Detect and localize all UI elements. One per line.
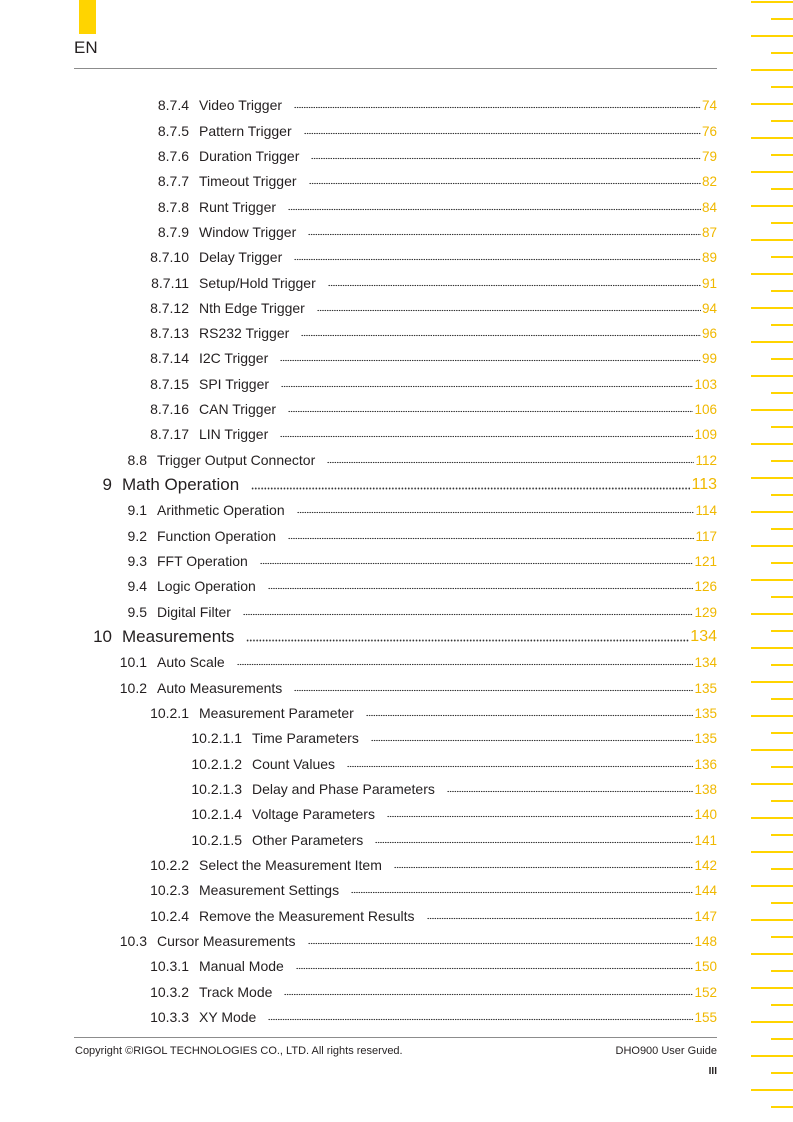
toc-entry[interactable] xyxy=(119,244,717,264)
toc-number: 8.7.11 xyxy=(151,275,189,291)
ruler-tick xyxy=(771,18,793,20)
toc-page-number[interactable]: 121 xyxy=(694,553,717,569)
toc-leader-dots xyxy=(284,993,693,996)
toc-leader-dots xyxy=(327,461,694,464)
toc-number: 9.4 xyxy=(127,578,147,594)
ruler-tick xyxy=(751,443,793,445)
toc-entry[interactable] xyxy=(119,143,717,163)
toc-entry[interactable] xyxy=(77,928,717,948)
toc-leader-dots xyxy=(294,689,693,692)
toc-number: 8.7.9 xyxy=(157,224,189,240)
toc-entry[interactable] xyxy=(172,751,717,771)
ruler-tick xyxy=(771,494,793,496)
toc-leader-dots xyxy=(294,106,701,109)
toc-title[interactable]: Track Mode xyxy=(199,984,273,1000)
ruler-tick xyxy=(751,647,793,649)
toc-page-number[interactable]: 135 xyxy=(694,680,717,696)
toc-page-number[interactable]: 140 xyxy=(694,806,717,822)
ruler-tick xyxy=(751,613,793,615)
toc-title[interactable]: Video Trigger xyxy=(199,97,283,113)
toc-number: 8.7.13 xyxy=(150,325,189,341)
toc-entry[interactable] xyxy=(119,320,717,340)
toc-page-number[interactable]: 82 xyxy=(701,173,717,189)
toc-page-number[interactable]: 112 xyxy=(695,452,717,468)
ruler-tick xyxy=(751,409,793,411)
toc-title[interactable]: Remove the Measurement Results xyxy=(199,908,415,924)
toc-number: 8.7.8 xyxy=(157,199,189,215)
toc-title[interactable]: Delay and Phase Parameters xyxy=(252,781,435,797)
toc-page-number[interactable]: 103 xyxy=(694,376,717,392)
ruler-tick xyxy=(751,545,793,547)
toc-entry[interactable] xyxy=(172,725,717,745)
ruler-tick xyxy=(771,698,793,700)
toc-title[interactable]: Delay Trigger xyxy=(199,249,283,265)
ruler-tick xyxy=(751,715,793,717)
toc-title[interactable]: Voltage Parameters xyxy=(252,806,375,822)
toc-number: 8.7.14 xyxy=(150,350,189,366)
toc-title[interactable]: Measurement Settings xyxy=(199,882,340,898)
toc-page-number[interactable]: 136 xyxy=(694,756,717,772)
ruler-tick xyxy=(771,392,793,394)
toc-title[interactable]: Select the Measurement Item xyxy=(199,857,382,873)
ruler-tick xyxy=(771,1038,793,1040)
ruler-tick xyxy=(751,103,793,105)
toc-number: 10 xyxy=(93,627,112,646)
toc-page-number[interactable]: 99 xyxy=(701,350,717,366)
ruler-tick xyxy=(771,256,793,258)
toc-title[interactable]: Window Trigger xyxy=(199,224,297,240)
toc-title[interactable]: Nth Edge Trigger xyxy=(199,300,305,316)
toc-leader-dots xyxy=(288,208,701,211)
ruler-tick xyxy=(751,273,793,275)
toc-entry[interactable] xyxy=(119,396,717,416)
ruler-tick xyxy=(771,460,793,462)
toc-title[interactable]: CAN Trigger xyxy=(199,401,277,417)
toc-number: 9.3 xyxy=(127,553,147,569)
toc-leader-dots xyxy=(308,233,701,236)
toc-entry[interactable] xyxy=(119,1004,717,1024)
toc-title[interactable]: Trigger Output Connector xyxy=(157,452,316,468)
toc-page-number[interactable]: 135 xyxy=(694,705,717,721)
ruler-tick xyxy=(751,919,793,921)
ruler-tick xyxy=(771,562,793,564)
toc-number: 8.7.12 xyxy=(150,300,189,316)
toc-title[interactable]: Auto Measurements xyxy=(157,680,283,696)
toc-entry[interactable] xyxy=(119,421,717,441)
ruler-tick xyxy=(771,970,793,972)
ruler-tick xyxy=(751,511,793,513)
toc-page-number[interactable]: 155 xyxy=(694,1009,717,1025)
toc-page-number[interactable]: 74 xyxy=(701,97,717,113)
toc-entry[interactable] xyxy=(77,649,717,669)
ruler-tick xyxy=(751,817,793,819)
toc-page-number[interactable]: 91 xyxy=(701,275,717,291)
toc-entry[interactable] xyxy=(119,295,717,315)
toc-number: 10.2 xyxy=(119,680,147,696)
toc-page-number[interactable]: 109 xyxy=(694,426,717,442)
toc-leader-dots xyxy=(351,891,693,894)
toc-page-number[interactable]: 135 xyxy=(694,730,717,746)
toc-number: 8.7.4 xyxy=(157,97,189,113)
toc-entry[interactable] xyxy=(77,675,717,695)
toc-number: 9.2 xyxy=(127,528,147,544)
toc-entry[interactable] xyxy=(119,877,717,897)
ruler-tick xyxy=(751,205,793,207)
ruler-tick xyxy=(771,290,793,292)
toc-page-number[interactable]: 79 xyxy=(701,148,717,164)
toc-leader-dots xyxy=(280,359,701,362)
ruler-tick xyxy=(751,1089,793,1091)
toc-leader-dots xyxy=(328,284,701,287)
toc-entry[interactable] xyxy=(119,194,717,214)
guide-title: DHO900 User Guide xyxy=(615,1045,717,1057)
page-number: III xyxy=(708,1066,717,1077)
toc-number: 10.2.1.4 xyxy=(191,806,242,822)
ruler-tick xyxy=(771,120,793,122)
toc-entry[interactable] xyxy=(77,447,717,467)
toc-page-number[interactable]: 76 xyxy=(701,123,717,139)
toc-entry[interactable] xyxy=(172,801,717,821)
toc-leader-dots xyxy=(268,587,694,590)
toc-title[interactable]: Timeout Trigger xyxy=(199,173,297,189)
toc-page-number[interactable]: 113 xyxy=(691,476,717,493)
copyright-notice: Copyright ©RIGOL TECHNOLOGIES CO., LTD. All rights reserved. xyxy=(75,1045,403,1057)
toc-page-number[interactable]: 89 xyxy=(701,249,717,265)
toc-leader-dots xyxy=(366,714,694,717)
toc-leader-dots xyxy=(296,967,694,970)
ruler-tick xyxy=(751,1021,793,1023)
toc-number: 10.2.1.2 xyxy=(191,756,242,772)
toc-number: 9 xyxy=(102,475,112,494)
toc-leader-dots xyxy=(280,435,693,438)
ruler-tick xyxy=(771,834,793,836)
footer-rule xyxy=(74,1037,717,1038)
toc-number: 8.7.17 xyxy=(150,426,189,442)
ruler-tick xyxy=(751,239,793,241)
toc-leader-dots xyxy=(288,410,693,413)
toc-page-number[interactable]: 148 xyxy=(694,933,717,949)
toc-title[interactable]: I2C Trigger xyxy=(199,350,269,366)
toc-title[interactable]: Other Parameters xyxy=(252,832,364,848)
toc-page-number[interactable]: 117 xyxy=(695,528,717,544)
toc-entry[interactable] xyxy=(119,345,717,365)
ruler-tick xyxy=(771,868,793,870)
toc-leader-dots xyxy=(260,562,694,565)
ruler-tick xyxy=(751,1,793,3)
toc-number: 9.5 xyxy=(127,604,147,620)
ruler-tick xyxy=(751,579,793,581)
toc-page-number[interactable]: 87 xyxy=(701,224,717,240)
toc-leader-dots xyxy=(347,765,693,768)
ruler-tick xyxy=(771,52,793,54)
side-ruler xyxy=(751,0,793,1122)
toc-entry[interactable] xyxy=(172,776,717,796)
toc-leader-dots xyxy=(447,790,694,793)
toc-leader-dots xyxy=(387,815,694,818)
toc-entry[interactable] xyxy=(119,700,717,720)
toc-page-number[interactable]: 96 xyxy=(701,325,717,341)
toc-number: 10.3.1 xyxy=(150,958,189,974)
toc-leader-dots xyxy=(246,639,689,642)
ruler-tick xyxy=(771,188,793,190)
toc-title[interactable]: Pattern Trigger xyxy=(199,123,292,139)
toc-leader-dots xyxy=(308,942,694,945)
toc-number: 10.2.1.3 xyxy=(191,781,242,797)
toc-entry[interactable] xyxy=(77,523,717,543)
toc-page-number[interactable]: 134 xyxy=(690,628,717,645)
ruler-tick xyxy=(771,664,793,666)
ruler-tick xyxy=(771,902,793,904)
toc-entry[interactable] xyxy=(119,371,717,391)
toc-number: 10.2.4 xyxy=(150,908,189,924)
toc-number: 10.3.2 xyxy=(150,984,189,1000)
toc-title[interactable]: XY Mode xyxy=(199,1009,257,1025)
toc-title[interactable]: Measurements xyxy=(122,627,235,646)
ruler-tick xyxy=(751,375,793,377)
ruler-tick xyxy=(771,528,793,530)
toc-entry[interactable] xyxy=(77,548,717,568)
toc-leader-dots xyxy=(288,537,694,540)
toc-title[interactable]: Logic Operation xyxy=(157,578,256,594)
toc-page-number[interactable]: 126 xyxy=(694,578,717,594)
toc-leader-dots xyxy=(427,917,694,920)
ruler-tick xyxy=(771,936,793,938)
toc-title[interactable]: Time Parameters xyxy=(252,730,359,746)
toc-title[interactable]: Function Operation xyxy=(157,528,277,544)
toc-number: 10.2.1 xyxy=(150,705,189,721)
toc-page-number[interactable]: 150 xyxy=(694,958,717,974)
toc-page-number[interactable]: 106 xyxy=(694,401,717,417)
toc-leader-dots xyxy=(294,258,701,261)
toc-page-number[interactable]: 138 xyxy=(694,781,717,797)
ruler-tick xyxy=(751,681,793,683)
toc-title[interactable]: Digital Filter xyxy=(157,604,231,620)
toc-number: 8.7.6 xyxy=(157,148,189,164)
toc-entry[interactable] xyxy=(119,168,717,188)
toc-leader-dots xyxy=(237,663,694,666)
toc-leader-dots xyxy=(251,487,690,490)
toc-title[interactable]: Cursor Measurements xyxy=(157,933,296,949)
toc-title[interactable]: Arithmetic Operation xyxy=(157,502,285,518)
toc-page-number[interactable]: 94 xyxy=(701,300,717,316)
toc-page-number[interactable]: 141 xyxy=(694,832,717,848)
ruler-tick xyxy=(771,324,793,326)
toc-page-number[interactable]: 152 xyxy=(694,984,717,1000)
chapter-tab-marker xyxy=(79,0,96,34)
toc-number: 10.2.3 xyxy=(150,882,189,898)
toc-page-number[interactable]: 134 xyxy=(694,654,717,670)
ruler-tick xyxy=(751,749,793,751)
toc-number: 10.2.1.5 xyxy=(191,832,242,848)
toc-page-number[interactable]: 142 xyxy=(694,857,717,873)
ruler-tick xyxy=(771,630,793,632)
toc-entry[interactable] xyxy=(119,118,717,138)
toc-title[interactable]: RS232 Trigger xyxy=(199,325,290,341)
ruler-tick xyxy=(771,1072,793,1074)
toc-title[interactable]: Count Values xyxy=(252,756,336,772)
ruler-tick xyxy=(751,307,793,309)
ruler-tick xyxy=(771,1106,793,1108)
toc-number: 9.1 xyxy=(127,502,147,518)
toc-entry[interactable] xyxy=(77,573,717,593)
toc-entry[interactable] xyxy=(119,92,717,112)
ruler-tick xyxy=(751,341,793,343)
toc-entry[interactable] xyxy=(72,471,717,493)
ruler-tick xyxy=(751,953,793,955)
toc-leader-dots xyxy=(371,739,694,742)
language-label: EN xyxy=(74,38,98,57)
toc-entry[interactable] xyxy=(77,497,717,517)
ruler-tick xyxy=(751,477,793,479)
toc-entry[interactable] xyxy=(119,979,717,999)
ruler-tick xyxy=(751,137,793,139)
toc-number: 10.1 xyxy=(119,654,147,670)
ruler-tick xyxy=(771,426,793,428)
toc-number: 10.3 xyxy=(119,933,147,949)
toc-number: 8.7.10 xyxy=(150,249,189,265)
toc-leader-dots xyxy=(243,613,694,616)
toc-entry[interactable] xyxy=(119,852,717,872)
toc-number: 10.3.3 xyxy=(150,1009,189,1025)
ruler-tick xyxy=(771,800,793,802)
ruler-tick xyxy=(771,154,793,156)
toc-entry[interactable] xyxy=(172,827,717,847)
toc-title[interactable]: FFT Operation xyxy=(157,553,248,569)
ruler-tick xyxy=(751,69,793,71)
toc-entry[interactable] xyxy=(119,219,717,239)
toc-leader-dots xyxy=(311,157,701,160)
ruler-tick xyxy=(771,596,793,598)
toc-title[interactable]: Auto Scale xyxy=(157,654,225,670)
toc-leader-dots xyxy=(375,841,693,844)
ruler-tick xyxy=(771,732,793,734)
toc-entry[interactable] xyxy=(72,623,717,645)
toc-page-number[interactable]: 114 xyxy=(695,502,717,518)
toc-title[interactable]: Measurement Parameter xyxy=(199,705,354,721)
toc-leader-dots xyxy=(297,511,695,514)
toc-leader-dots xyxy=(268,1018,693,1021)
toc-number: 8.7.15 xyxy=(150,376,189,392)
toc-page-number[interactable]: 129 xyxy=(694,604,717,620)
toc-leader-dots xyxy=(309,182,701,185)
ruler-tick xyxy=(751,885,793,887)
toc-leader-dots xyxy=(394,866,694,869)
toc-leader-dots xyxy=(281,385,693,388)
toc-entry[interactable] xyxy=(119,953,717,973)
ruler-tick xyxy=(751,783,793,785)
toc-entry[interactable] xyxy=(119,903,717,923)
ruler-tick xyxy=(751,171,793,173)
ruler-tick xyxy=(751,987,793,989)
ruler-tick xyxy=(771,1004,793,1006)
toc-leader-dots xyxy=(301,334,701,337)
ruler-tick xyxy=(771,222,793,224)
toc-leader-dots xyxy=(317,309,701,312)
toc-number: 10.2.1.1 xyxy=(191,730,242,746)
toc-title[interactable]: Setup/Hold Trigger xyxy=(199,275,316,291)
ruler-tick xyxy=(771,358,793,360)
toc-entry[interactable] xyxy=(119,270,717,290)
toc-number: 8.7.5 xyxy=(157,123,189,139)
toc-number: 8.7.16 xyxy=(150,401,189,417)
toc-number: 10.2.2 xyxy=(150,857,189,873)
toc-page-number[interactable]: 144 xyxy=(694,882,717,898)
toc-number: 8.8 xyxy=(127,452,147,468)
ruler-tick xyxy=(771,86,793,88)
toc-leader-dots xyxy=(304,132,701,135)
toc-number: 8.7.7 xyxy=(157,173,189,189)
ruler-tick xyxy=(751,1055,793,1057)
ruler-tick xyxy=(771,766,793,768)
toc-title[interactable]: LIN Trigger xyxy=(199,426,269,442)
toc-title[interactable]: Duration Trigger xyxy=(199,148,300,164)
ruler-tick xyxy=(751,851,793,853)
toc-page-number[interactable]: 147 xyxy=(694,908,717,924)
toc-title[interactable]: Manual Mode xyxy=(199,958,284,974)
toc-title[interactable]: Math Operation xyxy=(122,475,240,494)
toc-page-number[interactable]: 84 xyxy=(701,199,717,215)
toc-title[interactable]: SPI Trigger xyxy=(199,376,270,392)
header-rule xyxy=(74,68,717,69)
toc-entry[interactable] xyxy=(77,599,717,619)
toc-title[interactable]: Runt Trigger xyxy=(199,199,277,215)
ruler-tick xyxy=(751,35,793,37)
